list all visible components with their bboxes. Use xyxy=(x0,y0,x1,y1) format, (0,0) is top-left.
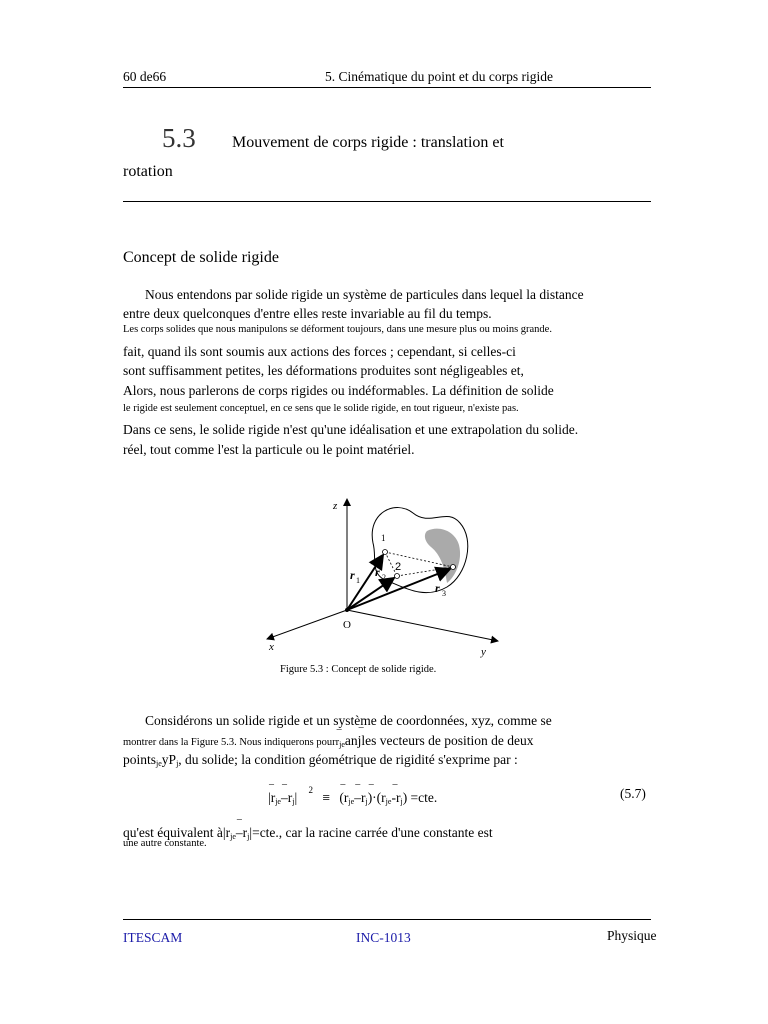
r1-subscript: 1 xyxy=(356,576,360,585)
paragraph1-line: Dans ce sens, le solide rigide n'est qu'une idéalisation et une extrapolation du solide. xyxy=(123,422,579,437)
paragraph1-line: le rigide est seulement conceptuel, en ce sens que le solide rigide, en tout rigueur, n'existe pas. xyxy=(123,403,519,414)
paragraph1-line: Nous entendons par solide rigide un système de particules dans lequel la distance xyxy=(145,287,584,302)
paragraph2-line2: montrer dans la Figure 5.3. Nous indiquerons pour– $r_{je}an-$ jles vecteurs de position de deux xyxy=(123,731,534,750)
paragraph3-line1: qu'est équivalent $à|r_{je}-$ $-r_j|=cte$., car la racine carrée d'une constante est xyxy=(123,823,493,846)
section-number: 5.3 xyxy=(162,123,196,153)
origin-point xyxy=(345,608,349,612)
y-axis-label: y xyxy=(481,646,486,658)
equation-number: (5.7) xyxy=(620,786,646,801)
paragraph1-line: sont suffisamment petites, les déformations produites sont négligeables et, xyxy=(123,363,524,378)
section-title-line1: Mouvement de corps rigide : translation et xyxy=(232,134,504,151)
equation-5-7: – $|r_{je}-$ $-r_j|$ $^2$ ≡ – ($r_{je}-$ $-r_j-$ )$\cdot(r_{je}-$ $-r_j) =cte$. xyxy=(268,788,437,811)
paragraph2-line3: $points_{je}yP_j$, du solide; la condition géométrique de rigidité s'exprime par : xyxy=(123,752,518,768)
paragraph1-line: fait, quand ils sont soumis aux actions des forces ; cependant, si celles-ci xyxy=(123,344,516,359)
point-2 xyxy=(395,574,400,579)
footer-institution: ITESCAM xyxy=(123,930,183,945)
paragraph1-line: Alors, nous parlerons de corps rigides ou indéformables. La définition de solide xyxy=(123,383,554,398)
footer-rule xyxy=(123,919,651,920)
subsection-title: Concept de solide rigide xyxy=(123,249,279,266)
paragraph1-line: Les corps solides que nous manipulons se déforment toujours, dans une mesure plus ou moins grande. xyxy=(123,324,552,335)
section-title-line2: rotation xyxy=(123,163,173,180)
paragraph1-line: entre deux quelconques d'entre elles reste invariable au fil du temps. xyxy=(123,306,492,321)
section-rule xyxy=(123,201,651,202)
r2-label: r xyxy=(375,565,380,579)
paragraph3-line2: une autre constante. xyxy=(123,838,207,849)
origin-label: O xyxy=(343,619,351,631)
y-axis xyxy=(347,610,498,641)
x-axis-label: x xyxy=(269,641,274,653)
paragraph2-line1: Considérons un solide rigide et un système de coordonnées, xyz, comme se xyxy=(145,713,552,728)
x-axis xyxy=(267,610,347,639)
r1-label: r xyxy=(350,568,355,582)
point-3 xyxy=(451,565,456,570)
figure-caption: Figure 5.3 : Concept de solide rigide. xyxy=(280,664,437,675)
z-axis-label: z xyxy=(333,500,338,512)
footer-course-code: INC-1013 xyxy=(356,930,411,945)
paragraph1-line: réel, tout comme l'est la particule ou le point matériel. xyxy=(123,442,415,457)
chapter-title: 5. Cinématique du point et du corps rigide xyxy=(325,69,553,84)
vector-r1 xyxy=(347,555,383,610)
rigid-body-figure xyxy=(255,485,505,660)
r3-label: r xyxy=(435,581,440,595)
r2-subscript: 2 xyxy=(382,573,386,582)
header-rule xyxy=(123,87,651,88)
page-number: 60 de66 xyxy=(123,69,167,84)
point-1-label: 1 xyxy=(381,533,386,543)
point-1 xyxy=(383,550,388,555)
r3-subscript: 3 xyxy=(442,589,446,598)
footer-subject: Physique xyxy=(607,928,657,943)
point-2-label: 2 xyxy=(395,561,402,573)
